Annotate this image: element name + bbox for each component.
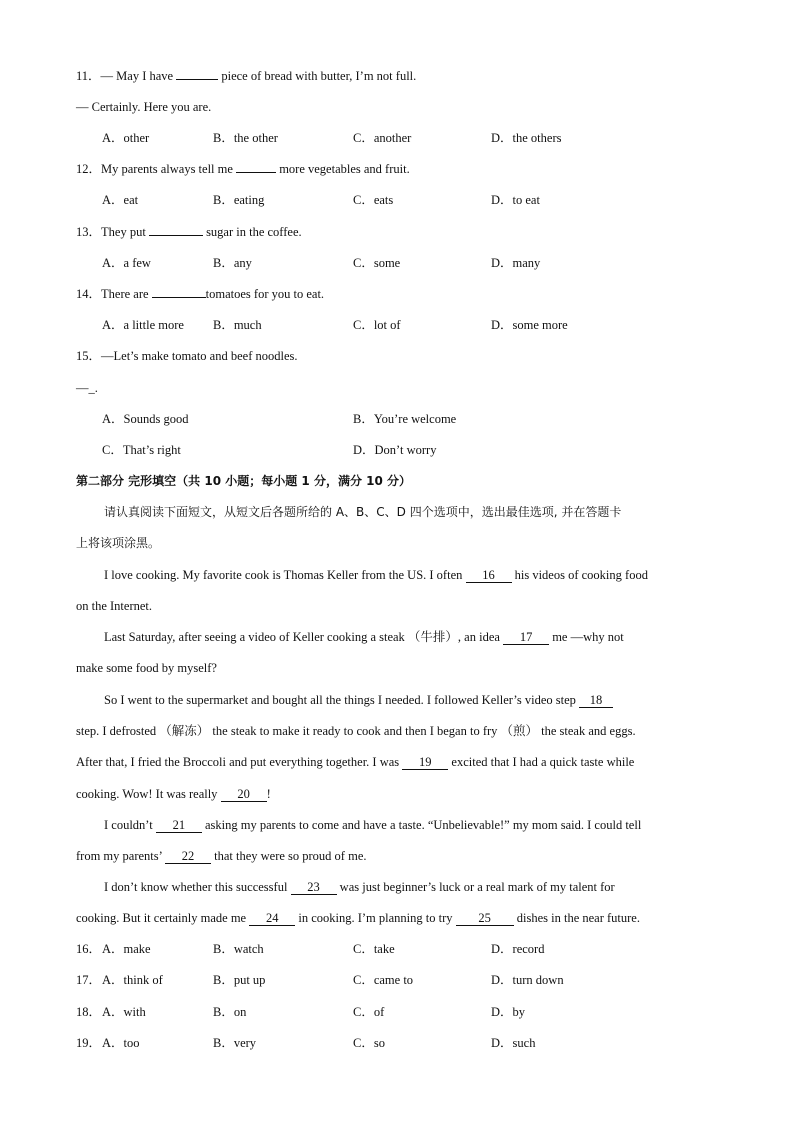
option-c: C．lot of (353, 318, 401, 332)
option-a: A．eat (102, 193, 139, 207)
question-number: 16． (76, 942, 102, 956)
option-a: A．think of (102, 973, 163, 987)
cloze-blank-18: 18 (579, 694, 613, 708)
question-15-reply: —_. (76, 381, 98, 395)
option-d: D．to eat (491, 193, 540, 207)
cloze-blank-16: 16 (466, 569, 512, 583)
section-instruction: 请认真阅读下面短文，从短文后各题所给的 A、B、C、D 四个选项中，选出最佳选项, 并在答题卡 (104, 505, 622, 519)
option-b: B．much (213, 318, 262, 332)
option-a: A．Sounds good (102, 412, 189, 426)
option-c: C．some (353, 256, 401, 270)
cloze-blank-25: 25 (456, 912, 514, 926)
question-number: 12． (76, 162, 102, 176)
passage-line: make some food by myself? (76, 661, 217, 675)
answer-blank (152, 297, 206, 298)
question-number: 14． (76, 287, 102, 301)
option-d: D．record (491, 942, 545, 956)
passage-paragraph-1: I love cooking. My favorite cook is Thomas Keller from the US. I often 16 his videos of cooking food (104, 568, 648, 582)
question-number: 18． (76, 1005, 102, 1019)
passage-paragraph-2: Last Saturday, after seeing a video of Keller cooking a steak （牛排）, an idea 17 me —why not (104, 630, 624, 644)
question-12-stem: 12．My parents always tell me more vegetables and fruit. (76, 162, 410, 176)
option-a: A．other (102, 131, 150, 145)
cloze-blank-24: 24 (249, 912, 295, 926)
option-c: C．That’s right (102, 443, 181, 457)
option-b: B．on (213, 1005, 247, 1019)
option-d: D．by (491, 1005, 526, 1019)
question-number: 17． (76, 973, 102, 987)
question-13-stem: 13．They put sugar in the coffee. (76, 225, 302, 239)
cloze-blank-20: 20 (221, 788, 267, 802)
answer-blank (176, 79, 218, 80)
passage-line: on the Internet. (76, 599, 153, 613)
passage-line: from my parents’ 22 that they were so proud of me. (76, 849, 367, 863)
option-c: C．so (353, 1036, 385, 1050)
option-a: A．with (102, 1005, 146, 1019)
option-c: C．eats (353, 193, 394, 207)
question-15-stem: 15．—Let’s make tomato and beef noodles. (76, 349, 298, 363)
section-heading: 第二部分 完形填空（共 10 小题；每小题 1 分，满分 10 分） (76, 474, 411, 488)
question-14-stem: 14．There are tomatoes for you to eat. (76, 287, 325, 301)
option-d: D．some more (491, 318, 568, 332)
cloze-blank-22: 22 (165, 850, 211, 864)
option-c: C．came to (353, 973, 414, 987)
option-d: D．many (491, 256, 541, 270)
cloze-blank-19: 19 (402, 756, 448, 770)
option-a: A．a few (102, 256, 151, 270)
cloze-blank-17: 17 (503, 631, 549, 645)
option-d: D．the others (491, 131, 562, 145)
answer-blank (149, 235, 203, 236)
option-a: A．a little more (102, 318, 184, 332)
option-b: B．put up (213, 973, 266, 987)
question-number: 11． (76, 69, 101, 83)
option-b: B．watch (213, 942, 264, 956)
question-11-stem: 11．— May I have piece of bread with butter, I’m not full. (76, 69, 417, 83)
option-b: B．any (213, 256, 252, 270)
cloze-blank-21: 21 (156, 819, 202, 833)
passage-paragraph-5: I don’t know whether this successful 23 was just beginner’s luck or a real mark of my talent for (104, 880, 615, 894)
option-b: B．You’re welcome (353, 412, 457, 426)
passage-line: cooking. Wow! It was really 20 ! (76, 787, 271, 801)
option-c: C．another (353, 131, 412, 145)
answer-blank (236, 172, 276, 173)
option-a: A．make (102, 942, 151, 956)
section-instruction-cont: 上将该项涂黑。 (76, 536, 161, 550)
option-b: B．very (213, 1036, 257, 1050)
passage-line: step. I defrosted （解冻） the steak to make it ready to cook and then I began to fry （煎） the steak and eggs. (76, 724, 636, 738)
option-d: D．Don’t worry (353, 443, 437, 457)
passage-paragraph-4: I couldn’t 21 asking my parents to come and have a taste. “Unbelievable!” my mom said. I could tell (104, 818, 642, 832)
option-c: C．take (353, 942, 395, 956)
question-number: 13． (76, 225, 102, 239)
cloze-blank-23: 23 (291, 881, 337, 895)
passage-paragraph-3: So I went to the supermarket and bought all the things I needed. I followed Keller’s video step 18 (104, 692, 613, 708)
option-b: B．the other (213, 131, 278, 145)
question-number: 19． (76, 1036, 102, 1050)
question-number: 15． (76, 349, 102, 363)
question-11-reply: — Certainly. Here you are. (76, 100, 212, 114)
option-a: A．too (102, 1036, 140, 1050)
option-c: C．of (353, 1005, 385, 1019)
passage-line: After that, I fried the Broccoli and put everything together. I was 19 excited that I had a quick taste while (76, 755, 635, 769)
option-d: D．turn down (491, 973, 564, 987)
option-b: B．eating (213, 193, 265, 207)
passage-line: cooking. But it certainly made me 24 in cooking. I’m planning to try 25 dishes in the near future. (76, 911, 640, 925)
option-d: D．such (491, 1036, 536, 1050)
